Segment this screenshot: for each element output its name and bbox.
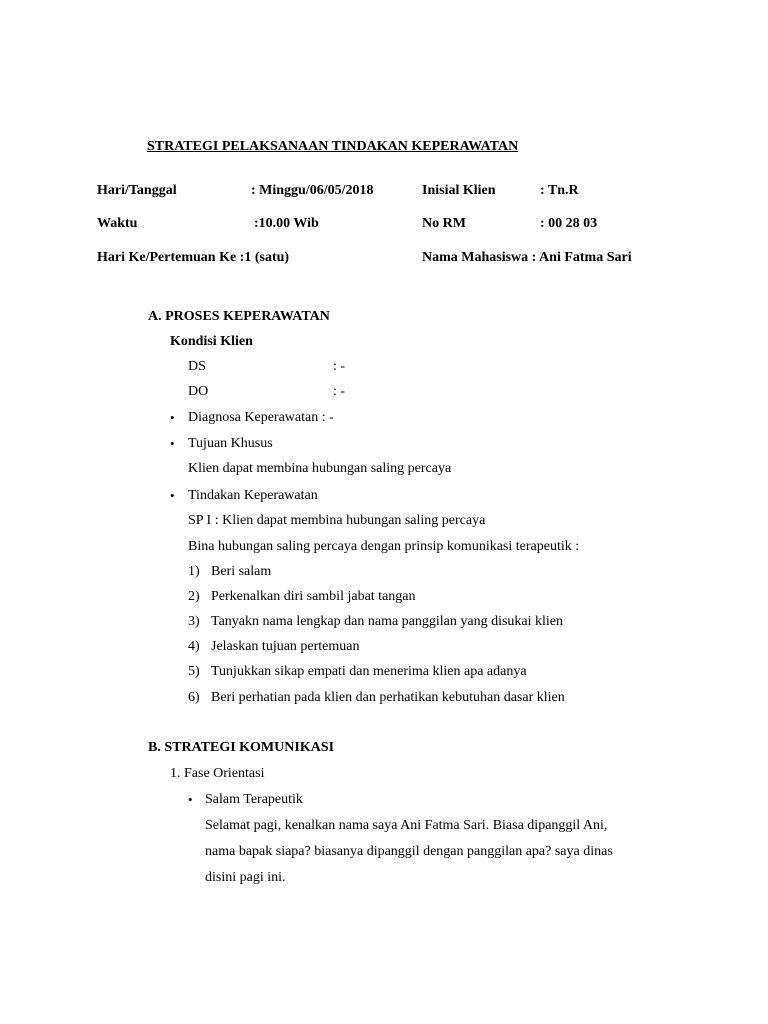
- bina-line: Bina hubungan saling percaya dengan prinsip komunikasi terapeutik :: [188, 539, 580, 554]
- bullet-icon: •: [170, 488, 175, 503]
- step-number: 1): [188, 564, 200, 579]
- diagnosa-item: Diagnosa Keperawatan : -: [188, 410, 334, 425]
- no-rm-value: : 00 28 03: [540, 216, 598, 231]
- step-number: 4): [188, 639, 200, 654]
- fase-orientasi-heading: 1. Fase Orientasi: [170, 766, 265, 781]
- salam-paragraph-line: nama bapak siapa? biasanya dipanggil dengan panggilan apa? saya dinas: [205, 844, 613, 859]
- bullet-icon: •: [188, 792, 193, 807]
- step-text: Jelaskan tujuan pertemuan: [211, 639, 360, 654]
- inisial-klien-label: Inisial Klien: [422, 183, 496, 198]
- step-text: Perkenalkan diri sambil jabat tangan: [211, 589, 416, 604]
- kondisi-klien-heading: Kondisi Klien: [170, 334, 253, 349]
- document-title: STRATEGI PELAKSANAAN TINDAKAN KEPERAWATAN: [147, 139, 519, 154]
- pertemuan-line: Hari Ke/Pertemuan Ke :1 (satu): [97, 250, 290, 265]
- no-rm-label: No RM: [422, 216, 466, 231]
- tindakan-heading: Tindakan Keperawatan: [188, 488, 318, 503]
- inisial-klien-value: : Tn.R: [540, 183, 579, 198]
- ds-label: DS: [188, 359, 206, 374]
- section-a-heading: A. PROSES KEPERAWATAN: [148, 309, 330, 324]
- hari-tanggal-label: Hari/Tanggal: [97, 183, 177, 198]
- tujuan-khusus-heading: Tujuan Khusus: [188, 436, 273, 451]
- bullet-icon: •: [170, 436, 175, 451]
- salam-paragraph-line: Selamat pagi, kenalkan nama saya Ani Fatma Sari. Biasa dipanggil Ani,: [205, 818, 608, 833]
- nama-mahasiswa-line: Nama Mahasiswa : Ani Fatma Sari: [422, 250, 632, 265]
- tujuan-khusus-text: Klien dapat membina hubungan saling percaya: [188, 461, 452, 476]
- sp-line: SP I : Klien dapat membina hubungan saling percaya: [188, 513, 486, 528]
- do-label: DO: [188, 384, 209, 399]
- salam-terapeutik-heading: Salam Terapeutik: [205, 792, 303, 807]
- bullet-icon: •: [170, 410, 175, 425]
- step-text: Tanyakn nama lengkap dan nama panggilan yang disukai klien: [211, 614, 564, 629]
- step-number: 2): [188, 589, 200, 604]
- waktu-value: :10.00 Wib: [254, 216, 319, 231]
- salam-paragraph-line: disini pagi ini.: [205, 870, 286, 885]
- hari-tanggal-value: : Minggu/06/05/2018: [251, 183, 374, 198]
- step-text: Tunjukkan sikap empati dan menerima klien apa adanya: [211, 664, 527, 679]
- step-number: 6): [188, 690, 200, 705]
- do-value: : -: [333, 384, 346, 399]
- step-text: Beri salam: [211, 564, 272, 579]
- waktu-label: Waktu: [97, 216, 138, 231]
- step-number: 5): [188, 664, 200, 679]
- ds-value: : -: [333, 359, 346, 374]
- step-number: 3): [188, 614, 200, 629]
- step-text: Beri perhatian pada klien dan perhatikan kebutuhan dasar klien: [211, 690, 565, 705]
- section-b-heading: B. STRATEGI KOMUNIKASI: [148, 740, 335, 755]
